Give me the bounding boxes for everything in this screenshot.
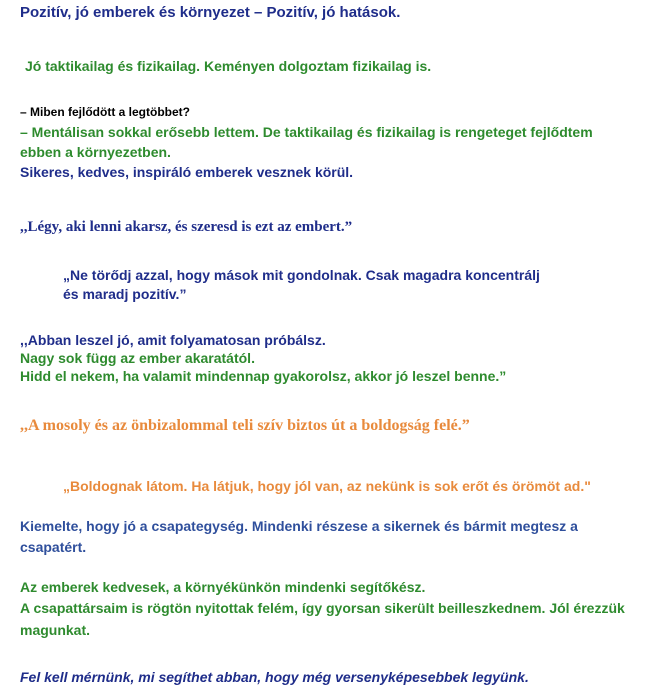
quote-smile: ,,A mosoly és az önbizalommal teli szív biztos út a boldogság felé.” xyxy=(20,417,470,434)
quote-stay-positive-line-1: „Ne törődj azzal, hogy mások mit gondolnak. Csak magadra koncentrálj xyxy=(63,267,540,283)
final-statement: Fel kell mérnünk, mi segíthet abban, hogy még versenyképesebbek legyünk. xyxy=(20,669,529,685)
kind-people-line-1: Az emberek kedvesek, a környékünkön mindenki segítőkész. xyxy=(20,579,426,595)
quote-be-who-you-want: ,,Légy, aki lenni akarsz, és szeresd is ezt az embert.” xyxy=(20,219,353,235)
kind-people-line-2: A csapattársaim is rögtön nyitottak felém, így gyorsan sikerült beilleszkednem. Jól érezzük xyxy=(20,600,625,616)
quote-practice-line-1: ,,Abban leszel jó, amit folyamatosan próbálsz. xyxy=(20,332,326,348)
team-unity-line-1: Kiemelte, hogy jó a csapategység. Mindenki részese a sikernek és bármit megtesz a xyxy=(20,518,578,534)
quote-happy: „Boldognak látom. Ha látjuk, hogy jól van, az nekünk is sok erőt és örömöt ad." xyxy=(63,478,591,494)
interview-answer-line-1: – Mentálisan sokkal erősebb lettem. De taktikailag és fizikailag is rengeteget fejlődtem xyxy=(20,124,593,140)
interview-question: – Miben fejlődött a legtöbbet? xyxy=(20,105,190,119)
team-unity-line-2: csapatért. xyxy=(20,539,87,555)
kind-people-line-3: magunkat. xyxy=(20,622,91,638)
quote-practice-line-2: Nagy sok függ az ember akaratától. xyxy=(20,350,255,366)
document-heading: Pozitív, jó emberek és környezet – Pozitív, jó hatások. xyxy=(20,4,401,21)
quote-practice-line-3: Hidd el nekem, ha valamit mindennap gyakorolsz, akkor jó leszel benne.” xyxy=(20,368,507,384)
tactical-statement: Jó taktikailag és fizikailag. Keményen dolgoztam fizikailag is. xyxy=(25,58,432,74)
people-statement: Sikeres, kedves, inspiráló emberek vesznek körül. xyxy=(20,164,354,180)
interview-answer-line-2: ebben a környezetben. xyxy=(20,144,171,160)
quote-stay-positive-line-2: és maradj pozitív.” xyxy=(63,286,187,302)
